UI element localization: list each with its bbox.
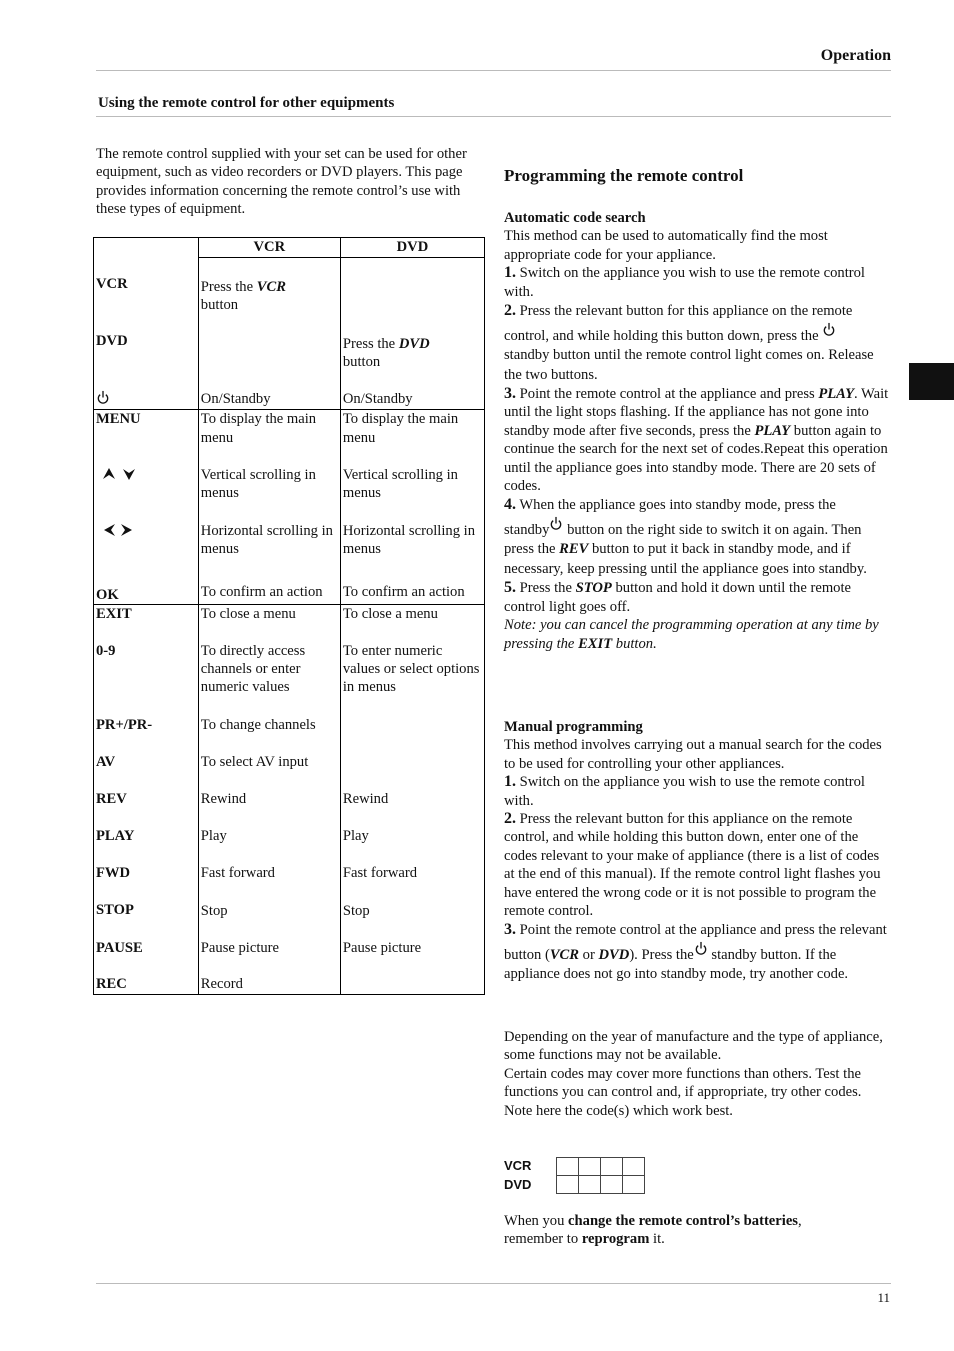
auto-step-5: 5. Press the STOP button and hold it down until the remote control light goes off. (504, 579, 851, 615)
dvd-leftright: Horizontal scrolling in menus (340, 522, 484, 578)
key-pause: PAUSE (96, 939, 143, 956)
dvd-pause: Pause picture (340, 939, 484, 975)
dvd-exit: To close a menu (340, 605, 484, 642)
section-rule (96, 116, 891, 117)
vcr-pr: To change channels (198, 716, 340, 753)
vcr-updown: Vertical scrolling in menus (198, 466, 340, 522)
dvd-column-header: DVD (340, 238, 484, 258)
intro-paragraph: The remote control supplied with your set can be used for other equipment, such as video recorders or DVD players. This page provides information concerning the remote control’s use with these types of equipment. (96, 146, 467, 218)
chapter-tab-marker (909, 363, 954, 400)
vcr-rec: Record (198, 975, 340, 995)
standby-icon (694, 941, 708, 956)
note-p2: Certain codes may cover more functions than others. Test the functions you can control and, if appropriate, try other codes. (504, 1065, 862, 1101)
page-number: 11 (877, 1290, 890, 1305)
footer-rule (96, 1283, 891, 1284)
code-label-dvd: DVD (504, 1176, 532, 1192)
vcr-rev: Rewind (198, 790, 340, 827)
vcr-pause: Pause picture (198, 939, 340, 975)
key-stop: STOP (96, 901, 134, 918)
key-fwd: FWD (96, 864, 131, 881)
vcr-exit: To close a menu (198, 605, 340, 642)
key-rev: REV (96, 790, 127, 807)
dvd-fwd: Fast forward (340, 864, 484, 901)
button-function-table (93, 237, 485, 995)
key-menu: MENU (96, 411, 141, 428)
key-dvd: DVD (96, 332, 128, 349)
vcr-ok: To confirm an action (198, 578, 340, 605)
auto-step-3: 3. Point the remote control at the appliance and press PLAY. Wait until the light stops flashing. If the appliance has not gone into standby mode after five seconds, press the PLAY button again to continue the search for the next set of codes.Repeat this operation until the appliance goes into standby mode. There are 20 sets of codes. (504, 385, 889, 495)
vcr-stop: Stop (198, 901, 340, 939)
vcr-press-vcr: Press the VCR button (198, 258, 340, 315)
manual-intro: This method involves carrying out a manual search for the codes to be used for controlling your other appliances. (504, 737, 882, 772)
programming-title: Programming the remote control (504, 166, 744, 185)
key-av: AV (96, 753, 116, 770)
dvd-stop: Stop (340, 901, 484, 939)
manual-step-1: 1. Switch on the appliance you wish to use the remote control with. (504, 773, 865, 809)
auto-step-4: 4. When the appliance goes into standby mode, press the standby button on the right side to switch it on again. Then press the REV button to put it back in standby mode, and if necessary, keep pressing until the appliance goes into standby. (504, 496, 867, 577)
section-title: Using the remote control for other equipments (98, 95, 395, 111)
key-vcr: VCR (96, 275, 128, 292)
auto-note: Note: you can cancel the programming operation at any time by pressing the EXIT button. (504, 617, 879, 652)
key-exit: EXIT (96, 606, 132, 623)
vcr-digits: To directly access channels or enter numeric values (198, 642, 340, 716)
code-label-vcr: VCR (504, 1158, 532, 1173)
manual-step-3: 3. Point the remote control at the appliance and press the relevant button (VCR or DVD). Press the standby button. If the appliance does not go into standby mode, try another code. (504, 921, 887, 983)
standby-icon (822, 322, 836, 337)
note-p3: Note here the code(s) which work best. (504, 1102, 733, 1119)
auto-step-1: 1. Switch on the appliance you wish to use the remote control with. (504, 264, 865, 300)
note-p1: Depending on the year of manufacture and the type of appliance, some functions may not be available. (504, 1029, 883, 1064)
dvd-updown: Vertical scrolling in menus (340, 466, 484, 522)
page-header-title: Operation (820, 47, 891, 64)
vcr-leftright: Horizontal scrolling in menus (198, 522, 340, 578)
batteries-reminder: When you change the remote control’s batteries, remember to reprogram it. (504, 1213, 802, 1248)
manual-step-2: 2. Press the relevant button for this appliance on the remote control, and while holding this button down, enter one of the codes relevant to your make of appliance (there is a list of codes at the end of this manual). If the remote control light flashes you have entered the wrong code or it is not possible to program the remote control. (504, 810, 881, 920)
key-rec: REC (96, 975, 127, 992)
auto-intro: This method can be used to automatically find the most appropriate code for your appliance. (504, 228, 828, 263)
vcr-fwd: Fast forward (198, 864, 340, 901)
auto-title: Automatic code search (504, 210, 646, 226)
dvd-press-dvd: Press the DVD button (340, 315, 484, 372)
left-right-arrows-icon (102, 522, 138, 538)
dvd-play: Play (340, 827, 484, 864)
key-pr: PR+/PR- (96, 716, 153, 733)
manual-title: Manual programming (504, 719, 643, 735)
vcr-column-header: VCR (198, 238, 340, 258)
up-down-arrows-icon (102, 466, 138, 482)
dvd-rev: Rewind (340, 790, 484, 827)
dvd-menu: To display the main menu (340, 410, 484, 466)
key-play: PLAY (96, 827, 135, 844)
notes-block (504, 1028, 889, 1120)
vcr-play: Play (198, 827, 340, 864)
header-rule (96, 70, 891, 71)
vcr-menu: To display the main menu (198, 410, 340, 466)
code-labels (504, 1157, 531, 1194)
code-entry-grid (556, 1157, 645, 1194)
auto-step-2: 2. Press the relevant button for this appliance on the remote control, and while holding this button down, press the standby button until the remote control light comes on. Release the two buttons. (504, 302, 874, 383)
dvd-standby: On/Standby (340, 372, 484, 410)
dvd-digits: To enter numeric values or select options in menus (340, 642, 484, 716)
standby-icon (96, 390, 110, 405)
dvd-ok: To confirm an action (340, 578, 484, 605)
standby-icon (549, 516, 563, 531)
key-ok: OK (96, 586, 119, 603)
automatic-code-search (504, 209, 889, 653)
vcr-standby: On/Standby (198, 372, 340, 410)
key-digits: 0-9 (96, 642, 116, 659)
vcr-av: To select AV input (198, 753, 340, 790)
manual-programming (504, 718, 889, 985)
